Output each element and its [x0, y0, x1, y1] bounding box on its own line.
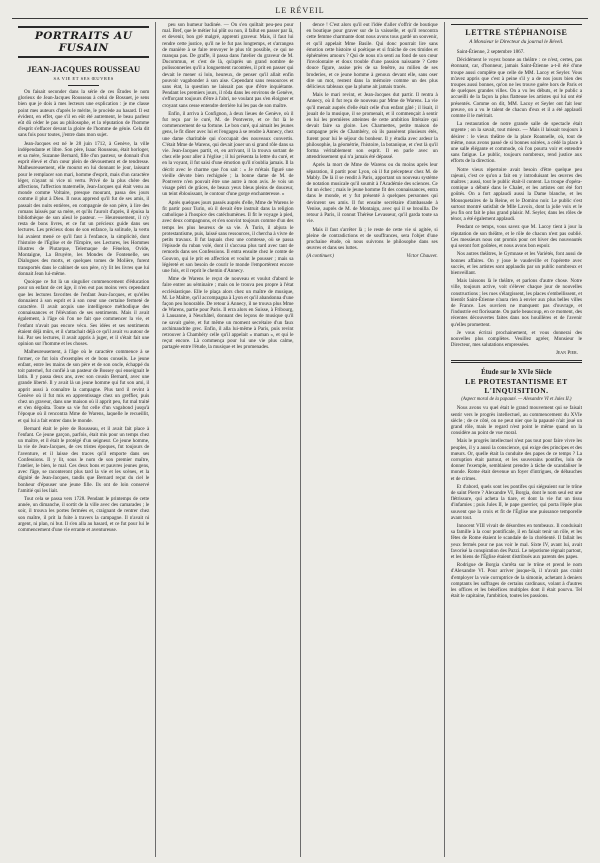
paragraph: Pendant ce temps, vous savez que M. Lacoy tient à jour la réputation de son théâtre, et le rôle de chacun n'est pas oublié. Ces messieurs nous ont promis pour cet hiver des nouveautés qui seront fort goûtées, et nous avons bon espoir. — [450, 224, 582, 250]
paragraph: Après quelques jours passés auprès d'elle, Mme de Warens le fit partir pour Turin, où il devait être instruit dans la religion catholique à l'hospice des catéchumènes. Il fit le voyage à pied, avec deux compagnons, et s'en souvint toujours comme d'un des temps les plus heureux de sa vie. À Turin, il abjura le protestantisme, puis, laissé sans ressources, il chercha à vivre de petits travaux. Il fut laquais chez une comtesse, où se passa l'épisode du ruban volé, dont il s'accusa plus tard avec tant de remords dans ses Confessions. Il entra ensuite chez le comte de Gouvon, qui le prit en affection et voulut le pousser ; mais sa légèreté et son besoin de courir le monde l'emportèrent encore une fois, et il reprit le chemin d'Annecy. — [162, 199, 294, 274]
paragraph: Enfin, il arriva à Confignon, à deux lieues de Genève, où il fut reçu par le curé, M. de Pontverre, et ce fut là le commencement de sa fortune. Le bon curé, qui aimait les jeunes gens, le fit dîner avec lui et l'engagea à se rendre à Annecy, chez une dame charitable qui s'occupait des nouveaux convertis. C'était Mme de Warens, qui devait jouer un si grand rôle dans sa vie. Jean-Jacques partit, et, en arrivant, il la trouva sortant de chez elle pour aller à l'église ; il lui présenta la lettre du curé, et en la voyant, il fut saisi d'une émotion qu'il n'oublia jamais. Il la décrit avec le charme que l'on sait : « Je m'étais figuré une vieille dévote bien rechignée ; la bonne dame de M. de Pontverre n'en pouvait être une autre à mon avis. Je vois un visage pétri de grâces, de beaux yeux bleus pleins de douceur, un teint éblouissant, le contour d'une gorge enchanteresse. » — [162, 110, 294, 198]
paragraph: Bernard était le père de Rousseau, et il avait fait place à l'enfant. Ce jeune garçon, parfois, était mis pour un temps chez un maître, et il était le protégé d'un seigneur. Ce jeune homme, la vie de Jean-Jacques, de ces tristes époques, fut toujours de l'aventure, et il laisse des traces qu'il emporte dans ses Confessions. Il y lit, sous le nom de son premier maître, l'atelier, le bien, le mal. Ces deux bons et pauvres jeunes gens, avec l'âge, se raconteront plus tard la vie et les scènes, et la dignité de Jean-Jacques, tandis que Bernard reçut du ciel le bonheur d'épouser une jeune fille. Ils ont de loin conservé l'amitié qui les liait. — [18, 425, 150, 494]
divider — [68, 85, 99, 86]
column-1 — [12, 22, 155, 857]
section-subtitle: LE PROTESTANTISME ET L'INQUISITION. — [465, 377, 568, 396]
columns — [12, 22, 588, 857]
paragraph: peu son humeur badinée. — On s'en quiltait peu-peu pour mal. Bref, que le métier lui plût ou non, il fallut en passer par là, et devenir, bon gré malgré, apprenti graveur. Mais, il faut lui rendre cette justice, qu'il ne le fut pas longtemps, et s'arrangea de manière à se faire renvoyer le plus tôt possible, ce qui ne manqua pas. De graffe, il passa dans l'atelier du graveur de M. Ducommun, et c'est de là, qu'après un grand nombre de polissonneries qu'il a longuement racontées, il prit en passer qui devait le mener si loin, heureux, de penser qu'il allait enfin pouvoir vagabonder à son aise. Cependant sans ressources et sans état, la question ne laissait pas que d'être inquiétante. Pendant les premiers jours, il rôda dans les environs de Genève, s'efforçant toujours d'être à l'abri, ne voulant pas s'en éloigner et croyant sans cesse entendre derrière lui les pas de son maître. — [162, 22, 294, 109]
paragraph: Nos autres théâtres, le Gymnase et les Variétés, font aussi de bonnes affaires. On y joue le vaudeville et l'opérette avec succès, et les artistes sont applaudis par un public nombreux et bienveillant. — [450, 251, 582, 276]
paragraph: Tout cela se passa vers 1728. Pendant le printemps de cette année, un dimanche, il sortit de la ville avec des camarades ; le soir, il trouva les portes fermées et, craignant de rentrer chez son maître, il prit la fuite à travers la campagne. Il n'avait ni argent, ni plan, ni but. Il s'en alla au hasard, et ce fut pour lui le commencement d'une vie errante et aventureuse. — [18, 496, 150, 534]
paragraph: Mais le mari revint, et Jean-Jacques dut partir. Il rentra à Annecy, où il fut reçu de nouveau par Mme de Warens. La vie qu'il menait auprès d'elle était celle d'un enfant gâté ; il lisait, il jouait de la musique, il se promenait, et il commençait à sentir en lui les premières atteintes de cette ambition littéraire qui devait faire sa gloire. Les Charmettes, petite maison de campagne près de Chambéry, où ils passèrent plusieurs étés, furent pour lui le séjour du bonheur. Il y étudia avec ardeur la philosophie, la géométrie, l'histoire, la botanique, et c'est là qu'il forma véritablement son esprit. Il en parle avec un attendrissement qui n'a jamais été dépassé. — [306, 92, 438, 161]
paragraph: Mme de Warens le reçut de nouveau et voulut d'abord le faire entrer au séminaire ; mais on le trouva peu propre à l'état ecclésiastique. Elle le plaça alors chez un maître de musique, M. Le Maître, qu'il accompagna à Lyon et qu'il abandonna d'une façon peu honorable. De retour à Annecy, il ne trouva plus Mme de Warens, partie pour Paris. Il erra alors en Suisse, à Fribourg, à Lausanne, à Neuchâtel, donnant des leçons de musique qu'il ne savait guère, et fut même un moment secrétaire d'un faux archimandrite grec. Enfin, il alla lui-même à Paris, puis revint retrouver à Chambéry celle qu'il appelait « maman », et qui le reçut encore. Là commença pour lui une vie plus calme, partagée entre l'étude, la musique et les promenades. — [162, 276, 294, 351]
series-title: PORTRAITS AU FUSAIN — [18, 26, 149, 58]
paragraph: Mais il faut s'arrêter là ; le reste de cette vie si agitée, si pleine de contradictions et de souffrances, sera l'objet d'une prochaine étude, où nous suivrons le philosophe dans ses œuvres et dans ses luttes. — [306, 226, 438, 252]
paragraph: Et d'abord, quels sont les pontifes qui siégeaient sur le trône de saint Pierre ? Alexandre VI, Borgia, dont le nom seul est une flétrissure, qui acheta la tiare, et dont la vie fut un tissu d'infamies ; puis Jules II, le pape guerrier, qui porta l'épée plus souvent que la croix et fit de l'Église une puissance temporelle avant tout. — [450, 483, 582, 521]
paragraph: Mais le progrès intellectuel n'est pas tout pour faire vivre les peuples, il y a aussi la conscience, qui exige des principes et des mœurs. Or, quelle était la conduite des papes de ce temps ? La corruption était partout, et les souverains pontifes, loin de donner l'exemple, semblaient prendre à tâche de scandaliser le monde. Rome était devenue un foyer d'intrigues, de débauches et de crimes. — [450, 438, 582, 482]
column-3 — [300, 22, 444, 857]
column-4 — [444, 22, 588, 857]
paragraph: Mais laissons là le théâtre, et parlons d'autre chose. Notre ville, toujours active, voit s'élever chaque jour de nouvelles constructions ; les rues s'élargissent, les places s'embellissent, et bientôt Saint-Étienne n'aura rien à envier aux plus belles villes de France. Les ouvriers ne manquent pas d'ouvrage, et l'industrie est florissante. On parle beaucoup, en ce moment, des récentes découvertes faites dans nos houillères et de l'avenir qu'elles promettent. — [450, 278, 582, 328]
paragraph: Innocent VIII vivait de désordres en tombeaux. Il conduisait sa famille à la cour pontificale, il en faisait tenir un rôle, et les fêtes de Rome étaient le scandale de la chrétienté. Il fallait les yeux fermés pour ne pas voir le mal. Sixte IV, avant lui, avait favorisé la conspiration des Pazzi. Le népotisme régnait partout, et les biens de l'Église étaient distribués aux parents des papes. — [450, 523, 582, 561]
article-footer — [307, 254, 438, 259]
section-title: Étude sur le XVIe Siècle — [481, 369, 552, 377]
divider — [451, 360, 582, 363]
paragraph: Notre vieux répertoire avait besoin d'être quelque peu rajeuni, c'est ce qu'on a fait en y introduisant les œuvres des maîtres ; aussi, tout le public était-il content. La troupe d'opéra-comique a débuté dans le Chalet, et les artistes ont été fort goûtés. On a fort applaudi aussi la Dame blanche, et les Mousquetaires de la Reine, et le Domino noir. Le public s'est surtout montré satisfait de Mlle Lavoix, dont la jolie voix et le jeu fin ont fait le plus grand plaisir. M. Seyler, dans les rôles de ténor, a été également applaudi. — [450, 166, 582, 223]
letter-signature: Jean Pier. — [555, 350, 578, 357]
paragraph: Après la mort de Mme de Warens ou du moins après leur séparation, il partit pour Lyon, où il fut précepteur chez M. de Mably. De là il se rendit à Paris, apportant un nouveau système de notation musicale qu'il soumit à l'Académie des sciences. Ce fut un échec ; mais le jeune homme fit des connaissances, entra dans le monde, et y fut présenté à quelques personnes qui devinrent ses amis. Il fut ensuite secrétaire d'ambassade à Venise, auprès de M. de Montaigu, avec qui il se brouilla. De retour à Paris, il connut Thérèse Levasseur, qu'il garda toute sa vie. — [306, 162, 438, 225]
to-be-continued: (A continuer.) — [306, 254, 334, 260]
paragraph: Jean-Jacques est né le 28 juin 1712, à Genève, la ville indépendante et libre. Son père, Isaac Rousseau, était horloger, et sa mère, Suzanne Bernard, fille d'un pasteur, se donnait d'un esprit élevé et d'un cœur plein de dévouement et de tendresse. Malheureusement, elle mourut en lui donnant le jour, laissant pour le remplacer son mari, homme d'esprit, mais d'un caractère léger, n'ayant ni vice ni vertu. Privé de la plus chère des affections, l'affection maternelle, Jean-Jacques qui était venu au monde comme Voltaire, presque mourant, passa des jours comme il plut à Dieu. Il nous apprend qu'il fut de ses amis, il passait des nuits entières, en compagnie de son père, à lire des romans laissés par sa mère, et qu'ils l'auroit d'après, il épuisa la bibliothèque de son aïeul le pasteur. — Heureusement, il n'y resta de bons livres, et ce fut un précieux guide dans ses lectures. Les précieux dons de son enfance, la solitude, la vertu lui avaient mené ce qu'il faut à l'enfance, la simplicité, dont l'histoire de l'Église et de l'Empire, ses Lectures, les Hommes illustres de Plutarque, Telemaque de Fénelon, Ovide, Montaigne, La Bruyère, les Mondes de Fontenelle, ses Dialogues des morts, et quelques tomes de Molière, furent transportés dans le cabinet de son père, n'y lit les livres que lui donnait Jean lui-même. — [18, 140, 150, 277]
paragraph: Rodrigue de Borgia s'arrêta sur le trône et prend le nom d'Alexandre VI. Pour arriver jusque-là, il n'avait pas craint d'employer la voie corruptrice de la simonie, achetant à deniers comptants les suffrages de certains cardinaux, volant à d'autres les offices et les bénéfices multiples dont il était pourvu. Tel était le capitaine, l'ambition, toutes les passions. — [450, 562, 582, 600]
paragraph: Quoique ce fut là un singulier commencement d'éducation pour un enfant de cet âge, il n'en eut pas moins vers cependant que les lectures favorites de l'enfant Jean-Jacques, et qu'elles donnaient à son esprit et à son cœur une certaine fermeté de caractère. Il avait acquis une intelligence méthodique des connaissances et l'élévation de ses sentiments. Mais il avait également, à l'âge où l'on ne fait que commencer la vie, et l'enfant n'avait pas encore vécu. Ses idées et ses sentiments étaient déjà mûrs, et il s'attachait déjà ce qu'il avait vu autour de lui. Par ses lectures, il avait appris à juger, et il s'était fait une opinion sur l'homme et les choses. — [18, 279, 150, 348]
paragraph: La restauration de notre grande salle de spectacle était urgente ; on la savait, tout mieux. — Mais il laissait toujours à désirer : le vieux théâtre de la place Roannelle, où, tout de même, nous avons passé de si bonnes soirées, a cédé la place à une salle élégante et commode, où l'on pourra voir et entendre sans fatigue. Le public, toujours nombreux, rend justice aux efforts de la direction. — [450, 121, 582, 165]
paragraph: Saint-Étienne, 2 septembre 1867. — [456, 49, 525, 55]
article-kicker: SA VIE ET SES ŒUVRES — [53, 76, 114, 81]
letter-title: LETTRE STÉPHANOISE — [451, 24, 582, 37]
paragraph: On faisait seconder dans la série de ces Études le nom glorieux de Jean-Jacques Rousseau à celui de Bossuet, je sens bien que je dois à mes lecteurs une explication : je me classe point mes auteurs d'après le mérite, le procède au hasard. Il est évident, en effet, que s'il en eût été autrement, le beau parleur eût dû céder le pas au philosophe, et la réputation de l'homme d'esprit s'effacer devant la gloire de l'homme de génie. Cela dit sans fois pour toutes, j'entre dans mon sujet. — [18, 89, 150, 139]
paragraph: Nous avons vu quel était le grand mouvement qui se faisait sentir vers le progrès intellectuel, au commencement du XVIe siècle ; de ce côté, on ne peut nier que la papauté n'ait joué un grand rôle, mais le regard n'est point le même quand on la considère au point de vue moral. — [450, 405, 582, 437]
article-title: JEAN-JACQUES ROUSSEAU — [27, 64, 141, 74]
column-2 — [155, 22, 299, 857]
paragraph: Je vous écrirai prochainement, et vous donnerai des nouvelles plus complètes. Veuillez agréer, Monsieur le Directeur, mes salutations empressées. — [450, 329, 582, 349]
paragraph: dence ! C'est alors qu'il eut l'idée d'aller s'offrir de boutique en boutique pour graver sur de la vaisselle, et qu'il rencontra cette femme charmante dont nous avons tous gardé un souvenir, et qu'il appelait Mme Basile. Qui donc pourrait lire sans émotion cette histoire si poétique et si fraîche de ces timides et éphémères amours ? Qui de nous n'a senti au fond de son cœur l'involontaire et doux trouble d'une passion naissante ? Cette douce figure, assise près de sa fenêtre, au milieu de ses broderies, et ce jeune homme à genoux devant elle, sans oser dire un mot, restent dans la mémoire comme un des plus délicieux tableaux que la plume ait jamais tracés. — [306, 22, 438, 91]
letter-subtitle: A Monsieur le Directeur du journal le Réveil. — [469, 39, 564, 45]
masthead: LE RÉVEIL — [12, 6, 588, 19]
section-kicker: (Aspect moral de la papauté. — Alexandre VI et Jules II.) — [461, 397, 572, 403]
paragraph: Décidément le voyez bonne au théâtre : ce n'est, certes, pas étonnant, car, d'honneur, jamais Saint-Étienne a-t-il été d'une troupe aussi complète que celle de MM. Lacoy et Seyler. Vous m'avez appris que c'est à peine s'il y a de nos jours bien des troupes aussi bonnes, qu'on ne les trouve guère hors de Paris et de quelques grandes villes. On a vu les débuts, et le public a accueilli de la façon la plus flatteuse les artistes qui lui ont été présentés. Comme on dit, MM. Lacoy et Seyler ont fait leur preuve, on a vu le talent de chacun d'eux et il a été applaudi comme il le méritait. — [450, 57, 582, 120]
author-signature: Victor Chauvet. — [406, 254, 438, 260]
paragraph: Malheureusement, à l'âge où le caractère commence à se former, ce fut loin d'exemples et de bons conseils. Le jeune enfant, entre les mains de son père et de son oncle, échappé du toit paternel, fut confié à un pasteur de Bossey qui enseignait le latin. Il y passa deux ans, avec son cousin Bernard, avec une grande liberté. Il y avait là un jeune homme qui fut son ami, il apprit aussi à connaître la campagne. Plus tard il revint à Genève où il fut mis en apprentissage chez un greffier, puis chez un graveur, dans une maison où il apprit peu, fut mal traité et s'en dégoûta. Toute sa vie fut celle d'un vagabond jusqu'à l'époque où il rencontra Mme de Warens, laquelle le recueillit, et qui lui a fait entrer dans le monde. — [18, 349, 150, 424]
